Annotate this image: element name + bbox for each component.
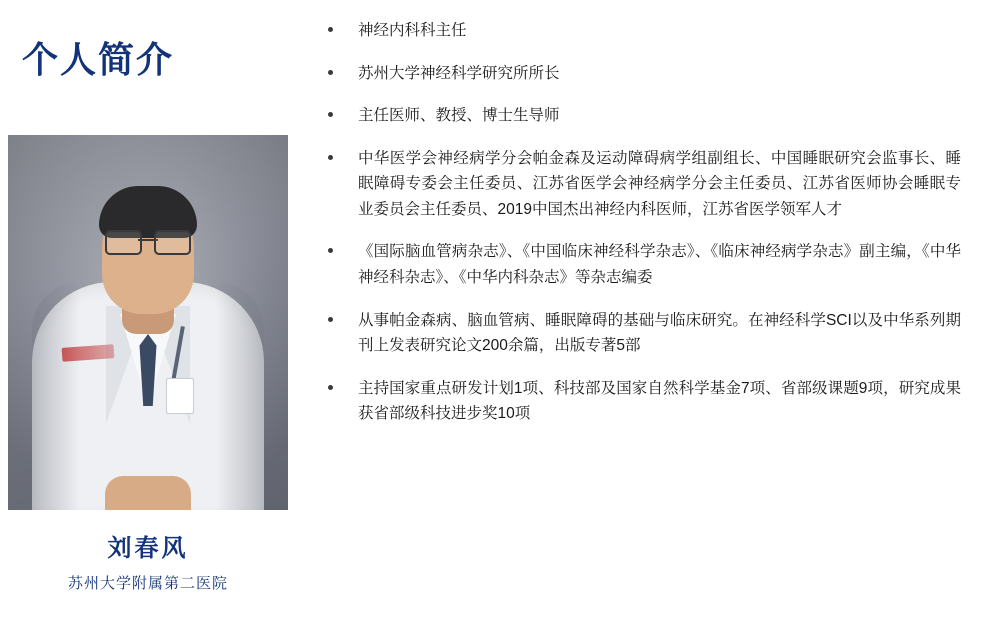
coat-shadow-right [216,282,264,510]
list-item-text: 《国际脑血管病杂志》、《中国临床神经科学杂志》、《临床神经病学杂志》副主编，《中华神经科杂志》、《中华内科杂志》等杂志编委 [358,243,961,286]
glasses-lens-left [105,230,142,255]
glasses-icon [105,230,191,252]
id-badge [166,378,194,414]
list-item [310,239,961,290]
person-affiliation: 苏州大学附属第二医院 [67,575,228,592]
content-panel [296,0,985,626]
person-name: 刘春风 [107,535,189,562]
bullet-dot-icon [328,27,333,32]
list-item-text: 主任医师、教授、博士生导师 [358,107,560,125]
list-item [310,18,961,44]
left-panel [0,0,296,626]
bullet-dot-icon [328,248,333,253]
portrait-photo [8,135,288,510]
list-item [310,103,961,129]
list-item [310,376,961,427]
list-item-text: 苏州大学神经科学研究所所长 [358,64,560,82]
bullet-dot-icon [328,112,333,117]
list-item [310,61,961,87]
list-item [310,146,961,223]
bullet-dot-icon [328,155,333,160]
list-item-text: 神经内科科主任 [358,22,467,39]
glasses-lens-right [154,230,191,255]
bullet-dot-icon [328,385,333,390]
list-item [310,308,961,359]
bullet-list [310,18,961,427]
page-title: 个人简介 [22,39,175,80]
list-item-text: 从事帕金森病、脑血管病、睡眠障碍的基础与临床研究。在神经科学SCI以及中华系列期刊上发表研究论文200余篇，出版专著5部 [358,311,961,355]
bullet-dot-icon [328,317,333,322]
coat-shadow-left [32,282,80,510]
bullet-dot-icon [328,70,333,75]
hands-shape [105,476,191,510]
list-item-text: 中华医学会神经病学分会帕金森及运动障碍病学组副组长、中国睡眠研究会监事长、睡眠障碍专委会主任委员、江苏省医学会神经病学分会主任委员、江苏省医师协会睡眠专业委员会主任委员、2019中国杰出神经内科医师，江苏省医学领军人才 [358,149,961,218]
list-item-text: 主持国家重点研发计划1项、科技部及国家自然科学基金7项、省部级课题9项，研究成果获省部级科技进步奖10项 [358,379,961,423]
